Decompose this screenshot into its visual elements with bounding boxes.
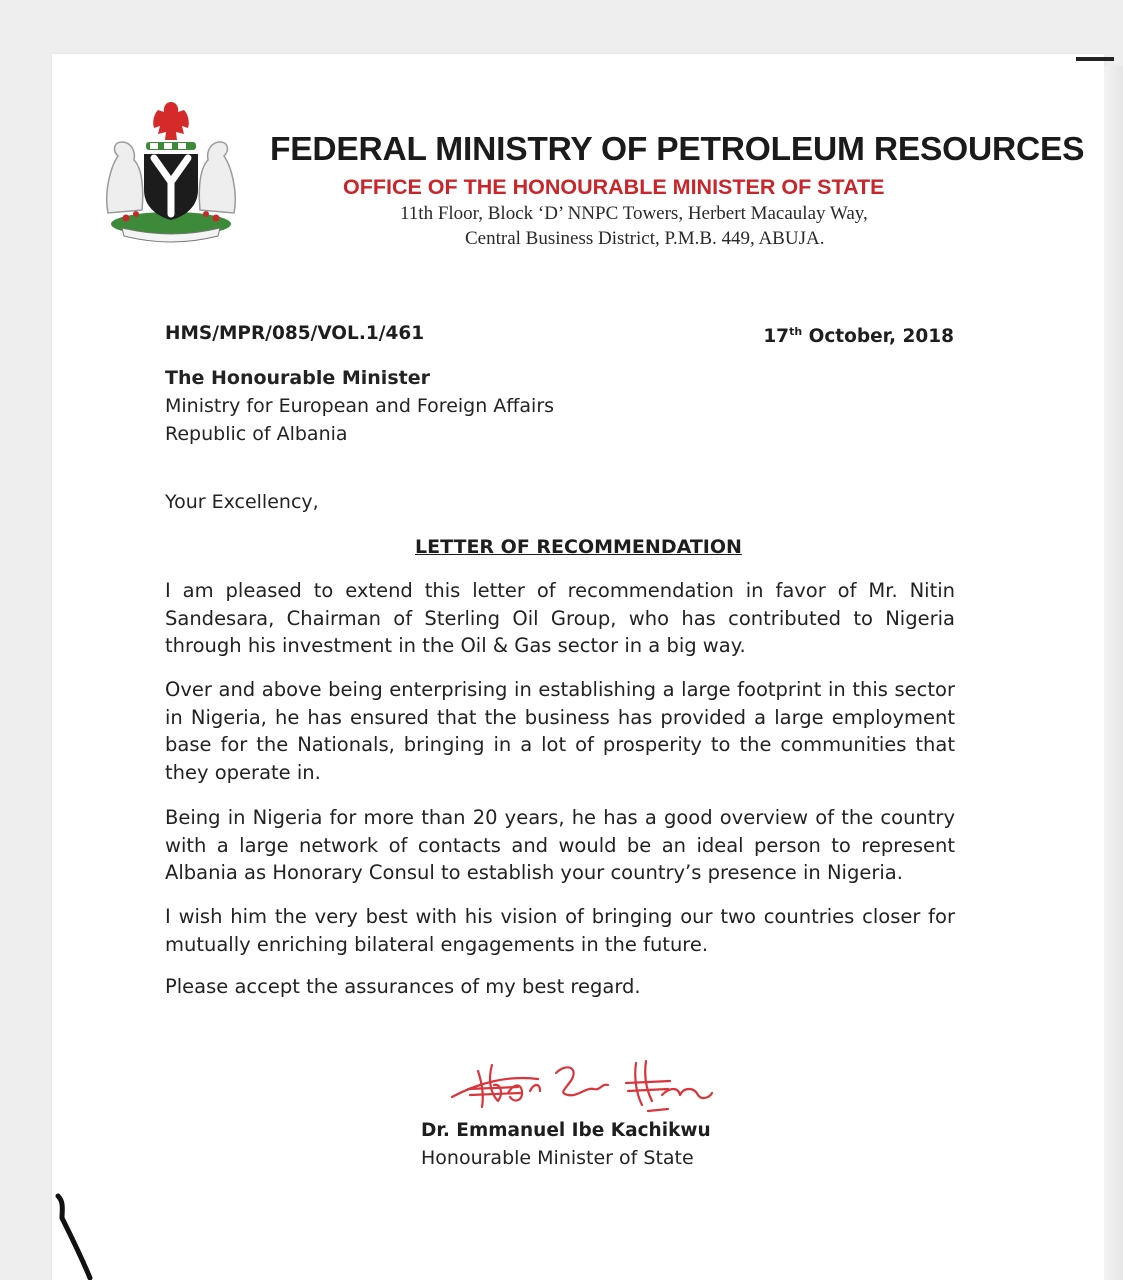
- recipient-name: The Honourable Minister: [165, 367, 430, 389]
- office-title: OFFICE OF THE HONOURABLE MINISTER OF STATE: [343, 175, 885, 199]
- coat-of-arms-icon: [88, 98, 254, 244]
- letter-date: [763, 325, 954, 347]
- body-paragraph: I am pleased to extend this letter of recommendation in favor of Mr. Nitin Sandesara, Chairman of Sterling Oil Group, who has contributed to Nigeria through his investment in the Oil & Gas sector in a big way.: [165, 579, 955, 657]
- date-suffix: th: [789, 325, 803, 338]
- body-paragraph: Over and above being enterprising in establishing a large footprint in this sector in Nigeria, he has ensured that the business has provided a large employment base for the Nationals, bringing in a lot of prosperity to the communities that they operate in.: [165, 678, 955, 784]
- date-rest: October, 2018: [802, 326, 954, 347]
- signature-mark: [448, 1053, 716, 1117]
- reference-number: HMS/MPR/085/VOL.1/461: [165, 323, 425, 344]
- ministry-title: FEDERAL MINISTRY OF PETROLEUM RESOURCES: [270, 131, 1085, 168]
- address-line-1: 11th Floor, Block ‘D’ NNPC Towers, Herbert Macaulay Way,: [400, 203, 868, 224]
- signatory-name: Dr. Emmanuel Ibe Kachikwu: [421, 1120, 711, 1141]
- recipient-block: [165, 364, 554, 448]
- page-edge-shadow: [1104, 66, 1123, 1280]
- closing-paragraph: Please accept the assurances of my best regard.: [165, 975, 641, 998]
- body-paragraph: I wish him the very best with his vision of bringing our two countries closer for mutually enriching bilateral engagements in the future.: [165, 905, 955, 956]
- page-corner-mark: [50, 1192, 110, 1280]
- letter-subject: LETTER OF RECOMMENDATION: [415, 536, 742, 558]
- body-paragraph: Being in Nigeria for more than 20 years, he has a good overview of the country with a large network of contacts and would be an ideal person to represent Albania as Honorary Consul to establish your country’s presence in Nigeria.: [165, 806, 955, 884]
- recipient-ministry: Ministry for European and Foreign Affairs: [165, 395, 555, 417]
- signatory-title: Honourable Minister of State: [421, 1147, 694, 1169]
- salutation: Your Excellency,: [165, 491, 319, 513]
- date-day: 17: [763, 326, 790, 347]
- address-line-2: Central Business District, P.M.B. 449, ABUJA.: [465, 228, 825, 249]
- recipient-country: Republic of Albania: [165, 423, 348, 445]
- page-edge-mark: [1076, 57, 1114, 61]
